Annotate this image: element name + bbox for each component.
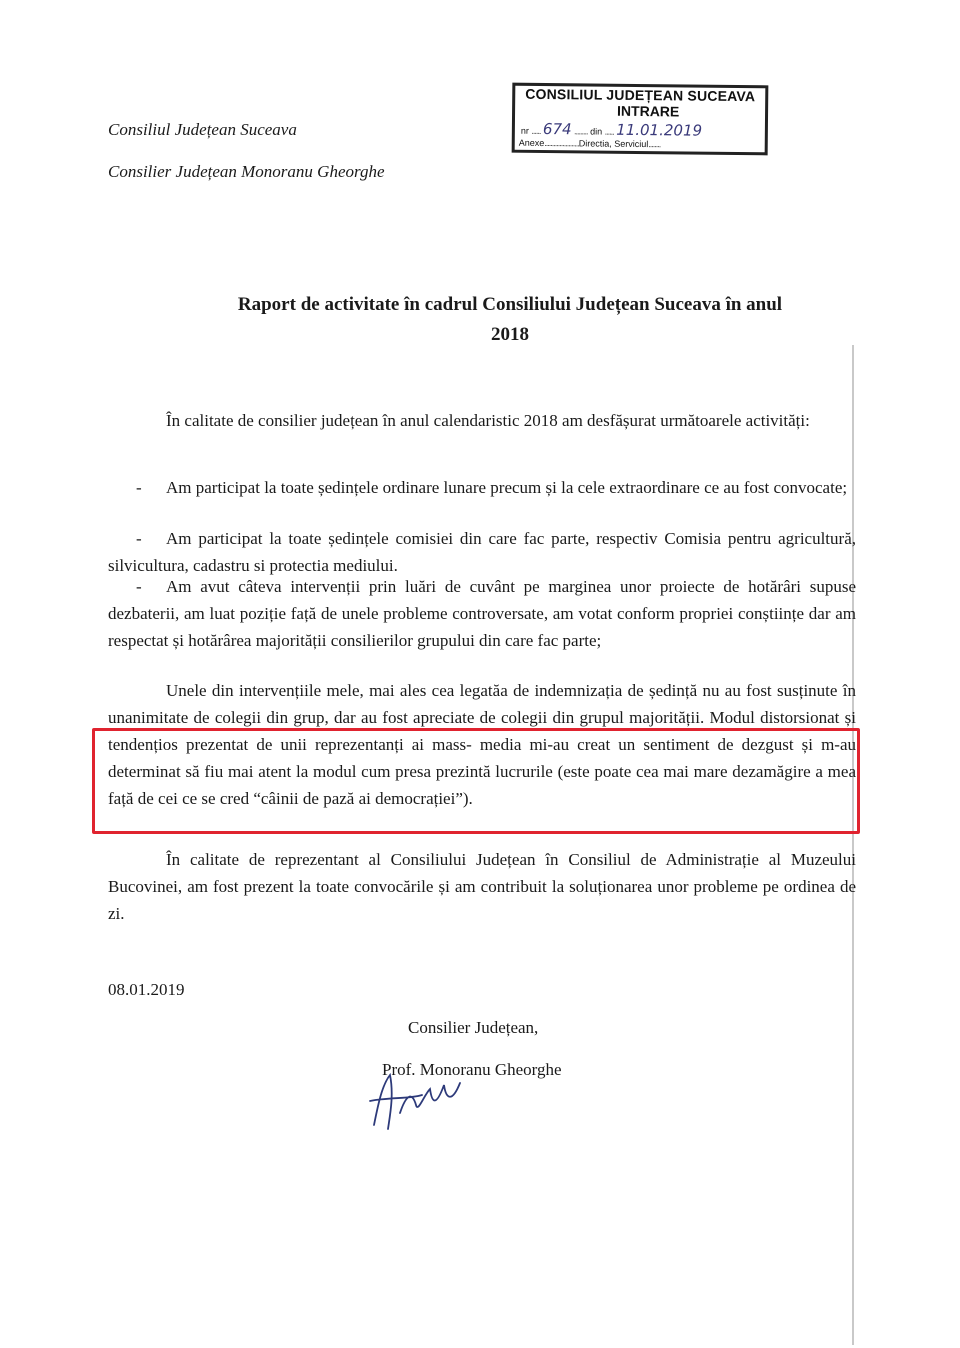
stamp-din-label: din — [590, 126, 603, 137]
bullet-item — [108, 525, 856, 579]
document-title — [130, 290, 890, 350]
signature-name: Prof. Monoranu Gheorghe — [382, 1060, 562, 1079]
stamp-number-row: nr ...... 674 ......... din ...... 11.01.2019 — [520, 119, 703, 140]
document-title-year: 2018 — [491, 324, 529, 345]
stamp-title: CONSILIUL JUDEȚEAN SUCEAVA — [525, 85, 756, 105]
interventions-paragraph: Unele din intervențiile mele, mai ales cea legatăa de indemnizația de ședință nu au fost susținute în unanimitate de colegii din grup, dar au fost apreciate de colegii din grupul majorității. Modul distorsionat și tendențios prezentat de unii reprezentanți ai mass- media mi-au creat un sentiment de dezgust și m-au determinat să fiu mai atent la modul cum presa prezintă lucrurile (este poate cea mai mare dezamăgire a mea față de cei ce se cred “câinii de pază ai democrației”). — [108, 681, 856, 808]
signature-role: Consilier Județean, — [408, 1018, 539, 1037]
bullet-text: Am avut câteva intervenții prin luări de cuvânt pe marginea unor proiecte de hotărâri supuse dezbaterii, am luat poziție față de unele probleme controversate, am votat conform propriei conștiințe dar am respectat și hotărârea majorității consilierilor grupului din care fac parte; — [108, 577, 856, 650]
registration-stamp — [512, 83, 769, 156]
museum-paragraph: În calitate de reprezentant al Consiliului Județean în Consiliul de Administrație al Muzeului Bucovinei, am fost prezent la toate convocările și am contribuit la soluționarea unor probleme pe ordinea de zi. — [108, 850, 856, 923]
handwritten-signature — [360, 1055, 480, 1135]
bullet-text: Am participat la toate ședințele ordinare lunare precum și la cele extraordinare ce au fost convocate; — [166, 478, 848, 497]
bullet-marker: - — [136, 529, 142, 548]
stamp-date-value: 11.01.2019 — [616, 120, 703, 140]
bullet-marker: - — [136, 478, 142, 497]
stamp-subtitle: INTRARE — [617, 102, 680, 120]
bullet-item — [108, 474, 856, 501]
stamp-nr-value: 674 — [542, 119, 572, 139]
document-title-line1: Raport de activitate în cadrul Consiliului Județean Suceava în anul — [237, 294, 783, 315]
stamp-nr-label: nr — [520, 125, 529, 136]
header-author: Consilier Județean Monoranu Gheorghe — [108, 162, 385, 181]
bullet-marker: - — [136, 577, 142, 596]
header-institution: Consiliul Județean Suceava — [108, 120, 297, 139]
stamp-direction-label: Directia, Serviciul — [578, 138, 649, 150]
bullet-text: Am participat la toate ședințele comisiei din care fac parte, respectiv Comisia pentru agricultură, silvicultura, cadastru si protectia mediului. — [108, 529, 856, 575]
document-date: 08.01.2019 — [108, 980, 185, 999]
highlight-box — [92, 728, 860, 834]
bullet-item — [108, 573, 856, 654]
intro-paragraph: În calitate de consilier județean în anul calendaristic 2018 am desfășurat următoarele activități: — [166, 411, 810, 430]
stamp-anexe-label: Anexe — [518, 137, 545, 148]
stamp-anexe-row: Anexe.......................Directia, Serviciul........ — [518, 137, 661, 150]
